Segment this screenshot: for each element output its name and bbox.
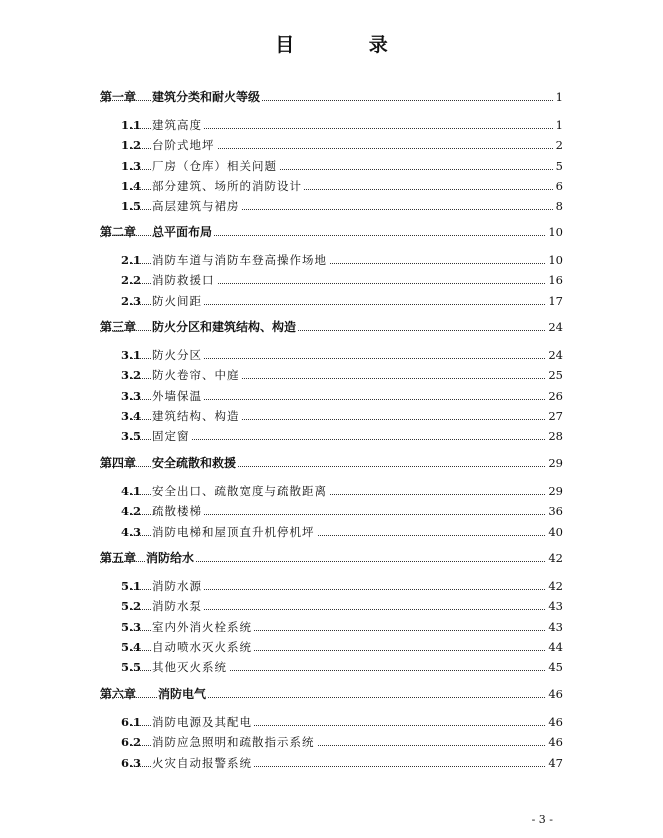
page-number: 36 (548, 504, 563, 518)
section-title: 火灾自动报警系统 (152, 756, 252, 770)
toc-chapter-4[interactable] (0, 454, 663, 472)
page-number: 5 (555, 159, 563, 173)
page-number: 26 (548, 389, 563, 403)
page-number: 6 (555, 179, 563, 193)
section-title: 疏散楼梯 (152, 504, 202, 518)
toc-chapter-1[interactable] (0, 88, 663, 106)
section-title: 台阶式地坪 (152, 138, 215, 152)
chapter-title: 防火分区和建筑结构、构造 (152, 320, 297, 334)
section-number: 1.1 (121, 118, 142, 132)
section-title: 防火卷帘、中庭 (152, 368, 240, 382)
section-number: 1.2 (121, 138, 142, 152)
page-number: 16 (548, 273, 563, 287)
section-title: 消防水源 (152, 579, 202, 593)
section-title: 外墙保温 (152, 389, 202, 403)
section-number: 2.2 (121, 273, 142, 287)
page-number: 42 (548, 579, 563, 593)
section-number: 6.1 (121, 715, 142, 729)
toc-section-4-1[interactable] (0, 482, 663, 500)
page-number: 25 (548, 368, 563, 382)
toc-chapter-3[interactable] (0, 318, 663, 336)
section-number: 2.3 (121, 294, 142, 308)
section-title: 部分建筑、场所的消防设计 (152, 179, 302, 193)
section-number: 6.2 (121, 735, 142, 749)
page-number: 29 (548, 456, 563, 470)
page-number: 42 (548, 551, 563, 565)
page-title: 目 录 (275, 34, 422, 56)
page-number: 28 (548, 429, 563, 443)
page-number: 46 (548, 735, 563, 749)
toc-section-4-2[interactable] (0, 502, 663, 520)
toc-section-6-1[interactable] (0, 713, 663, 731)
section-title: 防火间距 (152, 294, 202, 308)
section-number: 3.4 (121, 409, 142, 423)
section-title: 高层建筑与裙房 (152, 199, 240, 213)
chapter-title: 建筑分类和耐火等级 (152, 90, 261, 104)
section-title: 其他灭火系统 (152, 660, 227, 674)
page-number: 17 (548, 294, 563, 308)
page-number: 46 (548, 687, 563, 701)
toc-section-5-2[interactable] (0, 597, 663, 615)
section-title: 消防应急照明和疏散指示系统 (152, 735, 315, 749)
toc-section-5-3[interactable] (0, 618, 663, 636)
toc-section-6-3[interactable] (0, 754, 663, 772)
toc-section-1-5[interactable] (0, 197, 663, 215)
section-title: 消防电源及其配电 (152, 715, 252, 729)
toc-section-4-3[interactable] (0, 523, 663, 541)
chapter-number: 第三章 (100, 320, 137, 334)
page-number: 24 (548, 348, 563, 362)
section-title: 室内外消火栓系统 (152, 620, 252, 634)
page-number: 10 (548, 253, 563, 267)
page-number: 1 (555, 90, 563, 104)
page-number: 43 (548, 620, 563, 634)
chapter-title: 消防给水 (146, 551, 195, 565)
section-number: 3.3 (121, 389, 142, 403)
toc-section-3-1[interactable] (0, 346, 663, 364)
section-number: 4.2 (121, 504, 142, 518)
section-title: 固定窗 (152, 429, 190, 443)
page-number: 43 (548, 599, 563, 613)
chapter-title: 消防电气 (158, 687, 207, 701)
section-number: 5.5 (121, 660, 142, 674)
toc-section-3-5[interactable] (0, 427, 663, 445)
section-title: 建筑结构、构造 (152, 409, 240, 423)
page-number: 47 (548, 756, 563, 770)
toc-section-1-2[interactable] (0, 136, 663, 154)
section-number: 5.1 (121, 579, 142, 593)
page-number: 44 (548, 640, 563, 654)
section-title: 安全出口、疏散宽度与疏散距离 (152, 484, 327, 498)
section-number: 3.2 (121, 368, 142, 382)
toc-section-3-2[interactable] (0, 366, 663, 384)
toc-section-2-1[interactable] (0, 251, 663, 269)
chapter-title: 总平面布局 (152, 225, 213, 239)
section-number: 1.3 (121, 159, 142, 173)
section-title: 建筑高度 (152, 118, 202, 132)
chapter-number: 第四章 (100, 456, 137, 470)
chapter-number: 第五章 (100, 551, 137, 565)
section-title: 防火分区 (152, 348, 202, 362)
page-number: 24 (548, 320, 563, 334)
section-title: 消防电梯和屋顶直升机停机坪 (152, 525, 315, 539)
page-number: 27 (548, 409, 563, 423)
section-number: 2.1 (121, 253, 142, 267)
page-number: 45 (548, 660, 563, 674)
page-number: 46 (548, 715, 563, 729)
toc-section-3-4[interactable] (0, 407, 663, 425)
chapter-title: 安全疏散和救援 (152, 456, 237, 470)
section-title: 消防救援口 (152, 273, 215, 287)
chapter-number: 第二章 (100, 225, 137, 239)
toc-section-3-3[interactable] (0, 387, 663, 405)
leader-dots (130, 439, 553, 440)
page-number: 1 (555, 118, 563, 132)
toc-section-6-2[interactable] (0, 733, 663, 751)
section-title: 消防车道与消防车登高操作场地 (152, 253, 327, 267)
chapter-number: 第六章 (100, 687, 137, 701)
toc-chapter-5[interactable] (0, 549, 663, 567)
page-number: 2 (555, 138, 563, 152)
section-number: 1.4 (121, 179, 142, 193)
toc-section-5-4[interactable] (0, 638, 663, 656)
page-number: 10 (548, 225, 563, 239)
footer-page-number: - 3 - (531, 813, 553, 826)
section-number: 5.3 (121, 620, 142, 634)
toc-section-5-5[interactable] (0, 658, 663, 676)
section-number: 5.2 (121, 599, 142, 613)
section-title: 厂房（仓库）相关问题 (152, 159, 277, 173)
toc-section-1-1[interactable] (0, 116, 663, 134)
toc-section-1-4[interactable] (0, 177, 663, 195)
toc-section-1-3[interactable] (0, 157, 663, 175)
toc-section-2-2[interactable] (0, 271, 663, 289)
section-title: 消防水泵 (152, 599, 202, 613)
chapter-number: 第一章 (100, 90, 137, 104)
section-number: 3.1 (121, 348, 142, 362)
section-title: 自动喷水灭火系统 (152, 640, 252, 654)
section-number: 5.4 (121, 640, 142, 654)
section-number: 1.5 (121, 199, 142, 213)
section-number: 4.1 (121, 484, 142, 498)
page-number: 29 (548, 484, 563, 498)
toc-chapter-6[interactable] (0, 685, 663, 703)
toc-section-2-3[interactable] (0, 292, 663, 310)
page-number: 8 (555, 199, 563, 213)
toc-chapter-2[interactable] (0, 223, 663, 241)
section-number: 4.3 (121, 525, 142, 539)
section-number: 3.5 (121, 429, 142, 443)
section-number: 6.3 (121, 756, 142, 770)
page-number: 40 (548, 525, 563, 539)
toc-section-5-1[interactable] (0, 577, 663, 595)
